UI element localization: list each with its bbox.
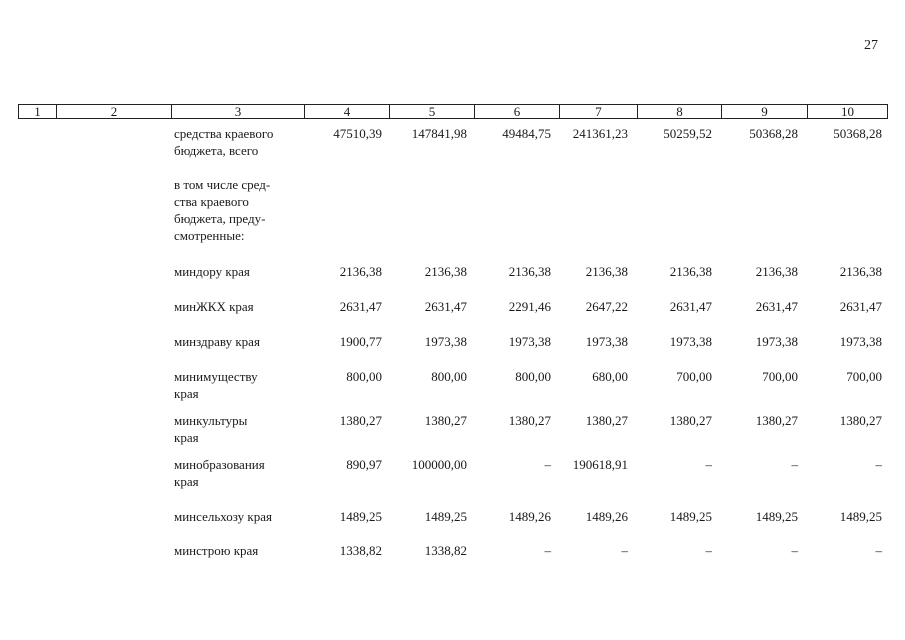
value-col-10: – (875, 457, 882, 472)
value-col-6: 49484,75 (502, 126, 551, 141)
value-col-5: 2136,38 (424, 264, 467, 279)
header-cell-3: 3 (172, 105, 305, 119)
value-col-5: 1973,38 (424, 334, 467, 349)
header-cell-2: 2 (57, 105, 172, 119)
value-col-7: – (621, 543, 628, 558)
value-col-4: 1900,77 (339, 334, 382, 349)
value-col-4: 2631,47 (339, 299, 382, 314)
value-col-6: 2136,38 (508, 264, 551, 279)
value-col-8: 50259,52 (663, 126, 712, 141)
page-number: 27 (864, 38, 878, 53)
value-col-10: 700,00 (846, 369, 882, 384)
value-col-6: 1380,27 (508, 413, 551, 428)
value-col-9: 1489,25 (755, 509, 798, 524)
value-col-4: 2136,38 (339, 264, 382, 279)
value-col-9: – (791, 543, 798, 558)
row-label: минкультуры края (174, 413, 248, 445)
value-col-4: 1338,82 (339, 543, 382, 558)
value-col-7: 241361,23 (572, 126, 628, 141)
value-col-7: 680,00 (592, 369, 628, 384)
value-col-7: 1380,27 (585, 413, 628, 428)
value-col-5: 800,00 (431, 369, 467, 384)
value-col-8: – (705, 543, 712, 558)
value-col-9: – (791, 457, 798, 472)
value-col-8: 700,00 (676, 369, 712, 384)
header-cell-9: 9 (722, 105, 808, 119)
value-col-7: 2647,22 (585, 299, 628, 314)
row-label: минсельхозу края (174, 509, 272, 524)
row-label: средства краевого бюджета, всего (174, 126, 274, 158)
value-col-6: 1489,26 (508, 509, 551, 524)
value-col-8: – (705, 457, 712, 472)
value-col-6: 2291,46 (508, 299, 551, 314)
row-label: минимуществу края (174, 369, 258, 401)
row-label: минобразования края (174, 457, 265, 489)
value-col-5: 2631,47 (424, 299, 467, 314)
value-col-9: 700,00 (762, 369, 798, 384)
header-cell-4: 4 (305, 105, 390, 119)
value-col-10: 1973,38 (839, 334, 882, 349)
value-col-9: 2631,47 (755, 299, 798, 314)
header-cell-6: 6 (475, 105, 560, 119)
value-col-6: – (544, 543, 551, 558)
header-cell-1: 1 (19, 105, 57, 119)
value-col-9: 2136,38 (755, 264, 798, 279)
value-col-6: 800,00 (515, 369, 551, 384)
value-col-10: 50368,28 (833, 126, 882, 141)
header-cell-10: 10 (808, 105, 888, 119)
value-col-5: 1489,25 (424, 509, 467, 524)
header-cell-7: 7 (560, 105, 638, 119)
value-col-10: 1489,25 (839, 509, 882, 524)
value-col-5: 100000,00 (411, 457, 467, 472)
value-col-8: 1973,38 (669, 334, 712, 349)
value-col-8: 1489,25 (669, 509, 712, 524)
value-col-7: 190618,91 (572, 457, 628, 472)
value-col-10: 1380,27 (839, 413, 882, 428)
header-cell-8: 8 (638, 105, 722, 119)
value-col-4: 800,00 (346, 369, 382, 384)
value-col-4: 1489,25 (339, 509, 382, 524)
row-label: миндору края (174, 264, 250, 279)
row-label: в том числе сред- ства краевого бюджета, преду- смотренные: (174, 177, 271, 243)
value-col-8: 2136,38 (669, 264, 712, 279)
value-col-10: – (875, 543, 882, 558)
value-col-6: – (544, 457, 551, 472)
value-col-10: 2136,38 (839, 264, 882, 279)
value-col-6: 1973,38 (508, 334, 551, 349)
value-col-8: 2631,47 (669, 299, 712, 314)
row-label: минстрою края (174, 543, 259, 558)
value-col-4: 1380,27 (339, 413, 382, 428)
value-col-7: 1973,38 (585, 334, 628, 349)
value-col-5: 1380,27 (424, 413, 467, 428)
value-col-8: 1380,27 (669, 413, 712, 428)
value-col-9: 50368,28 (749, 126, 798, 141)
value-col-4: 47510,39 (333, 126, 382, 141)
row-label: минздраву края (174, 334, 260, 349)
value-col-4: 890,97 (346, 457, 382, 472)
column-number-header (18, 104, 888, 119)
value-col-5: 1338,82 (424, 543, 467, 558)
value-col-9: 1973,38 (755, 334, 798, 349)
value-col-7: 1489,26 (585, 509, 628, 524)
value-col-7: 2136,38 (585, 264, 628, 279)
header-cell-5: 5 (390, 105, 475, 119)
value-col-10: 2631,47 (839, 299, 882, 314)
row-label: минЖКХ края (174, 299, 254, 314)
value-col-9: 1380,27 (755, 413, 798, 428)
value-col-5: 147841,98 (411, 126, 467, 141)
